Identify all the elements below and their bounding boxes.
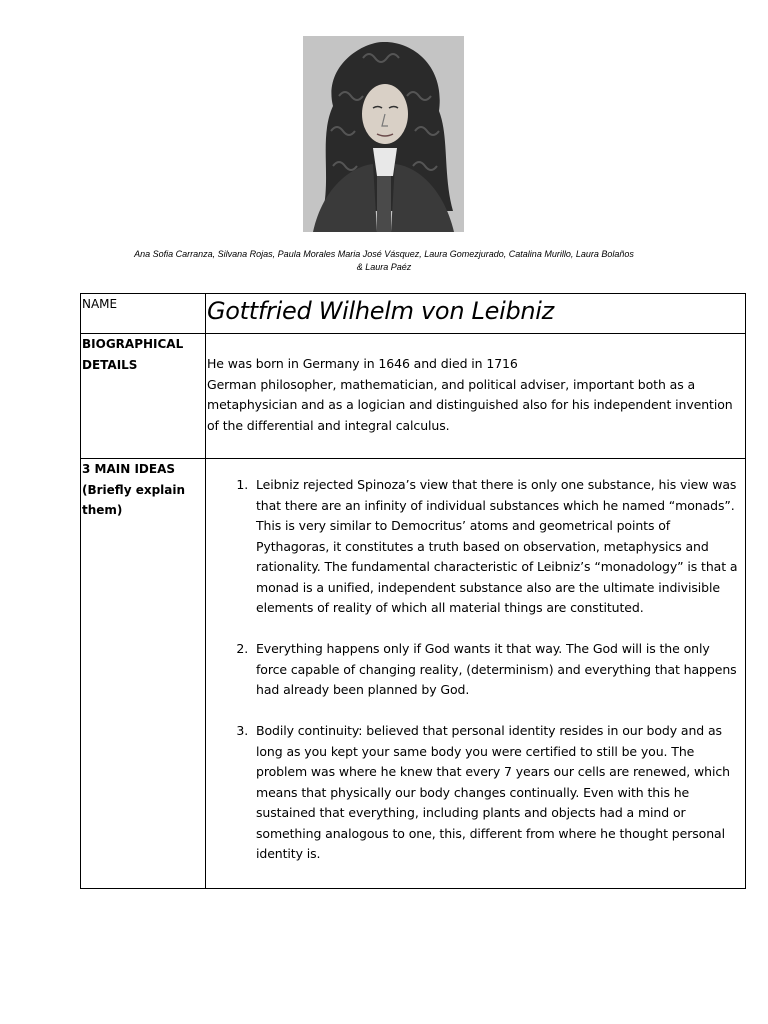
bio-line-1: He was born in Germany in 1646 and died in 1716 bbox=[207, 356, 518, 371]
ideas-label-line-2: (Briefly explain bbox=[82, 482, 186, 497]
name-label: NAME bbox=[82, 297, 118, 311]
list-item: 2. Everything happens only if God wants it that way. The God will is the only force capable of changing reality, (determinism) and everything that happens had already been planned by God. bbox=[252, 639, 741, 701]
ideas-value-cell bbox=[206, 459, 746, 889]
authors-line-2: & Laura Paéz bbox=[356, 261, 412, 272]
authors-credit bbox=[80, 248, 688, 273]
bio-label-line-1: BIOGRAPHICAL bbox=[82, 337, 184, 351]
bio-label-cell bbox=[81, 334, 206, 459]
ideas-label-cell bbox=[81, 459, 206, 889]
name-value: Gottfried Wilhelm von Leibniz bbox=[207, 297, 554, 325]
bio-label-line-2: DETAILS bbox=[82, 357, 138, 372]
name-value-cell bbox=[206, 294, 746, 334]
ideas-label-line-1: 3 MAIN IDEAS bbox=[82, 462, 175, 476]
table-row bbox=[81, 459, 746, 889]
info-table bbox=[80, 293, 746, 889]
bio-line-2: German philosopher, mathematician, and political adviser, important both as a metaphysician and as a logician and distinguished also for his independent invention of the differential and integral calculus. bbox=[207, 376, 733, 433]
bio-value-cell bbox=[206, 334, 746, 459]
list-item: 3. Bodily continuity: believed that personal identity resides in our body and as long as you kept your same body you were certified to still be you. The problem was where he knew that every 7 years our cells are renewed, which means that physically our body changes continually. Even with this he sustained that everything, including plants and objects had a mind or something analogous to one, this, different from where he thought personal identity is. bbox=[252, 721, 741, 865]
table-row bbox=[81, 334, 746, 459]
ideas-label-line-3: them) bbox=[82, 503, 123, 517]
bio-text bbox=[206, 334, 745, 436]
table-row bbox=[81, 294, 746, 334]
list-item: 1. Leibniz rejected Spinoza’s view that there is only one substance, his view was that there are an infinity of individual substances which he named “monads”. This is very similar to Democritus’ atoms and geometrical points of Pythagoras, it constitutes a truth based on observation, metaphysics and rationality. The fundamental characteristic of Leibniz’s “monadology” is that a monad is a unified, independent substance also are the ultimate indivisible elements of reality of which all material things are constituted. bbox=[252, 475, 741, 619]
name-label-cell bbox=[81, 294, 206, 334]
portrait-image bbox=[303, 36, 464, 232]
authors-line-1: Ana Sofia Carranza, Silvana Rojas, Paula Morales Maria José Vásquez, Laura Gomezjurado, Catalina Murillo, Laura Bolaños bbox=[134, 249, 634, 259]
ideas-list bbox=[206, 475, 741, 865]
